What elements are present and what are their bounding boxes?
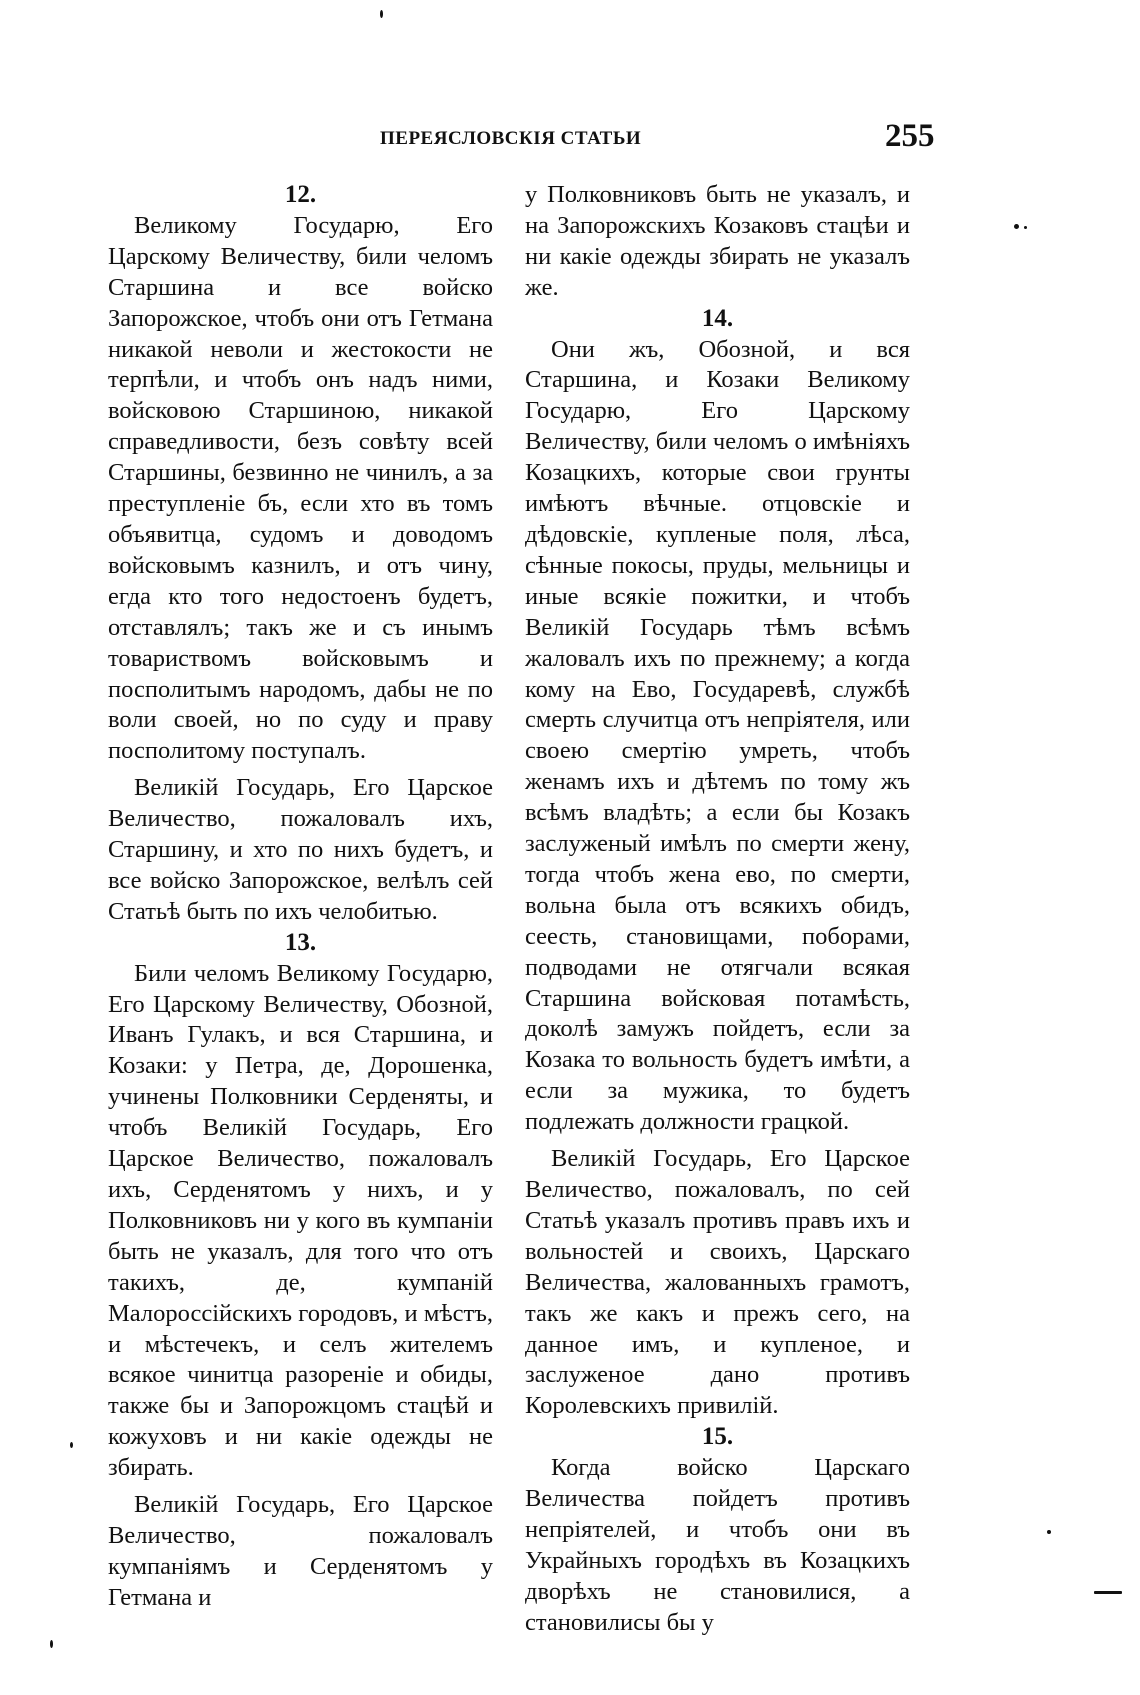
article-13-continuation: у Полковниковъ быть не указалъ, и на Запорожскихъ Козаковъ стацѣи и ни какіе одежды збирать не указалъ же.: [525, 181, 910, 301]
scan-speck: [380, 10, 383, 18]
article-12-petition: Великому Государю, Его Царскому Величеству, били челомъ Старшина и все войско Запорожское, чтобъ они отъ Гетмана никакой неволи и жестокости не терпѣли, и чтобъ онъ надъ ними, войсковою Старшиною, никакой справедливости, безъ совѣту всей Старшины, безвинно не чинилъ, а за преступленіе бъ, если хто въ томъ объявитца, судомъ и доводомъ войсковымъ казнилъ, и отъ чину, егда кто того недостоенъ будетъ, отставлялъ; такъ же и съ инымъ товариствомъ войсковымъ и посполитымъ народомъ, дабы не по воли своей, но по суду и праву посполитому поступалъ.: [108, 211, 493, 765]
page-number: 255: [885, 118, 935, 154]
article-number-13: 13.: [284, 928, 317, 956]
scan-speck: [50, 1640, 53, 1648]
running-head: ПЕРЕЯСЛОВСКІЯ СТАТЬИ: [380, 128, 642, 149]
article-15-petition: Когда войско Царскаго Величества пойдетъ противъ непріятелей, и чтобъ они въ Украйныхъ городѣхъ въ Козацкихъ дворѣхъ не становилися, а становилисы бы у: [525, 1454, 910, 1636]
article-12-resolution: Великій Государь, Его Царское Величество, пожаловалъ ихъ, Старшину, и хто по нихъ будетъ, и все войско Запорожское, велѣлъ сей Статьѣ быть по ихъ челобитью.: [108, 774, 493, 925]
scan-speck: [1094, 1591, 1122, 1594]
article-number-14: 14.: [701, 304, 734, 332]
article-14-resolution: Великій Государь, Его Царское Величество, пожаловалъ, по сей Статьѣ указалъ противъ правъ ихъ и вольностей и своихъ, Царскаго Величества, жалованныхъ грамотъ, такъ же какъ и прежъ сего, на данное имъ, и купленое, и заслуженое дано противъ Королевскихъ привилій.: [525, 1145, 910, 1420]
article-number-12: 12.: [284, 181, 317, 208]
article-number-15: 15.: [701, 1423, 734, 1451]
left-column: [108, 180, 493, 1614]
scan-speck: [70, 1442, 73, 1448]
scan-speck: [1014, 224, 1019, 229]
article-13-petition: Били челомъ Великому Государю, Его Царскому Величеству, Обозной, Иванъ Гулакъ, и вся Старшина, и Козаки: у Петра, де, Дорошенка, учинены Полковники Серденяты, и чтобъ Великій Государь, Его Царское Величество, пожаловалъ ихъ, Серденятомъ у нихъ, и у Полковниковъ ни у кого въ кумпаніи быть не указалъ, для того что отъ такихъ, де, кумпаній Малороссійскихъ городовъ, и мѣстъ, и мѣстечекъ, и селъ жителемъ всякое чинитца разореніе и обиды, также бы и Запорожцомъ стацѣй и кожуховъ и ни какіе одежды не збирать.: [108, 959, 493, 1482]
right-column: [525, 180, 910, 1639]
scan-speck: [1047, 1530, 1051, 1534]
scan-speck: [1024, 226, 1027, 229]
article-14-petition: Они жъ, Обозной, и вся Старшина, и Козаки Великому Государю, Его Царскому Величеству, били челомъ о имѣніяхъ Козацкихъ, которые свои грунты имѣютъ вѣчные. отцовскіе и дѣдовскіе, купленые поля, лѣса, сѣнные покосы, пруды, мельницы и иные всякіе пожитки, и чтобъ Великій Государь тѣмъ всѣмъ жаловалъ ихъ по прежнему; а когда кому на Ево, Государевѣ, службѣ смерть случитца отъ непріятеля, или своею смертію умреть, чтобъ женамъ ихъ и дѣтемъ по тому жъ всѣмъ владѣть; а если бы Козакъ заслуженый имѣлъ по смерти жену, тогда чтобъ жена ево, по смерти, вольна была отъ всякихъ обидъ, сеесть, становищами, поборами, подводами не отягчали всякая Старшина войсковая потамѣсть, доколѣ замужъ пойдетъ, если за Козака то вольность будетъ имѣти, а если за мужика, то будетъ подлежать должности грацкой.: [525, 335, 910, 1136]
article-13-resolution: Великій Государь, Его Царское Величество, пожаловалъ кумпаніямъ и Серденятомъ у Гетмана и: [108, 1491, 493, 1611]
